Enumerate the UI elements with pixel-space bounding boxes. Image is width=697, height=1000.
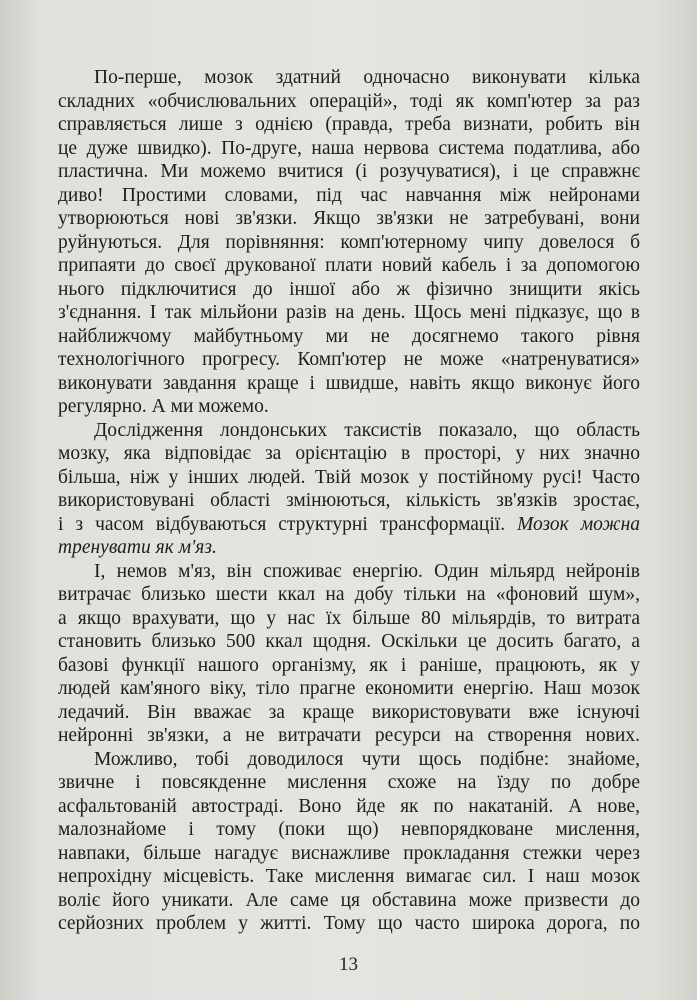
- text-line: пластична. Ми можемо вчитися (і розучуватися), і це справжнє: [58, 161, 640, 182]
- text-line: мозку, яка відповідає за орієнтацію в просторі, у них значно: [58, 443, 640, 464]
- text-line: найближчому майбутньому ми не досягнемо такого рівня: [58, 325, 640, 347]
- text-line: справляється лише з однією (правда, треба визнати, робить він: [58, 114, 640, 135]
- text-line: утворюються нові зв'язки. Якщо зв'язки не затребувані, вони: [58, 208, 640, 229]
- text-line: По-перше, мозок здатний одночасно виконувати кілька: [94, 67, 640, 88]
- text-line: Дослідження лондонських таксистів показало, що область: [94, 419, 640, 441]
- paragraph-4: [58, 748, 640, 936]
- text-fragment: і з часом відбуваються структурні трансформації.: [58, 513, 506, 535]
- italic-emphasis: Мозок можна: [517, 513, 640, 535]
- text-line: Можливо, тобі доводилося чути щось подібне: знайоме,: [94, 748, 640, 770]
- text-line: витрачає близько шести ккал на добу тільки на «фоновий шум»,: [58, 584, 640, 605]
- text-line: а якщо врахувати, що у нас їх більше 80 мільярдів, то витрата: [58, 607, 640, 629]
- paragraph-1: [58, 66, 640, 419]
- paragraph-3: [58, 560, 640, 748]
- text-line: більша, ніж у інших людей. Твій мозок у постійному русі! Часто: [58, 466, 640, 488]
- text-line: ледачий. Він вважає за краще використовувати вже існуючі: [58, 701, 640, 723]
- text-line: непрохідну місцевість. Таке мислення вимагає сил. І наш мозок: [58, 866, 640, 887]
- text-line: складних «обчислювальних операцій», тоді як комп'ютер за раз: [58, 90, 640, 112]
- text-line: людей кам'яного віку, тіло прагне економити енергію. Наш мозок: [58, 678, 640, 699]
- text-line: руйнуються. Для порівняння: комп'ютерному чипу довелося б: [58, 231, 640, 253]
- body-text: [58, 66, 640, 936]
- italic-emphasis: тренувати як м'яз.: [58, 537, 217, 558]
- text-line: регулярно. А ми можемо.: [58, 396, 269, 417]
- text-line: [58, 513, 640, 537]
- text-line: серйозних проблем у житті. Тому що часто широка дорога, по: [58, 913, 640, 934]
- text-line: виконувати завдання краще і швидше, навіть якщо виконує його: [58, 372, 640, 394]
- text-line: малознайоме і тому (поки що) невпорядковане мислення,: [58, 819, 640, 840]
- text-line: нейронні зв'язки, а не витрачати ресурси на створення нових.: [58, 725, 640, 746]
- paragraph-2: [58, 419, 640, 560]
- text-line: припаяти до своєї друкованої плати новий кабель і за допомогою: [58, 255, 640, 276]
- page-number: 13: [339, 954, 358, 975]
- text-line: звичне і повсякденне мислення схоже на їзду по добре: [58, 772, 640, 793]
- text-line: диво! Простими словами, під час навчання між нейронами: [58, 184, 640, 206]
- text-line: становить близько 500 ккал щодня. Оскільки це досить багато, а: [58, 631, 640, 652]
- text-line: технологічного прогресу. Комп'ютер не може «натренуватися»: [58, 349, 640, 370]
- text-line: нього підключитися до іншої або ж фізично знищити якісь: [58, 278, 640, 300]
- text-line: навпаки, більше нагадує виснажливе прокладання стежки через: [58, 842, 640, 864]
- text-line: з'єднання. І так мільйони разів на день. Щось мені підказує, що в: [58, 302, 640, 323]
- text-line: базові функції нашого організму, як і раніше, працюють, як у: [58, 654, 640, 676]
- text-line: І, немов м'яз, він споживає енергію. Один мільярд нейронів: [94, 560, 640, 582]
- text-line: асфальтованій автостраді. Воно йде як по накатаній. А нове,: [58, 795, 640, 817]
- text-line: це дуже швидко). По-друге, наша нервова система податлива, або: [58, 137, 640, 159]
- text-line: [58, 536, 640, 560]
- text-line: воліє його уникати. Але саме ця обставина може призвести до: [58, 889, 640, 911]
- text-line: використовувані області змінюються, кількість зв'язків зростає,: [58, 490, 640, 511]
